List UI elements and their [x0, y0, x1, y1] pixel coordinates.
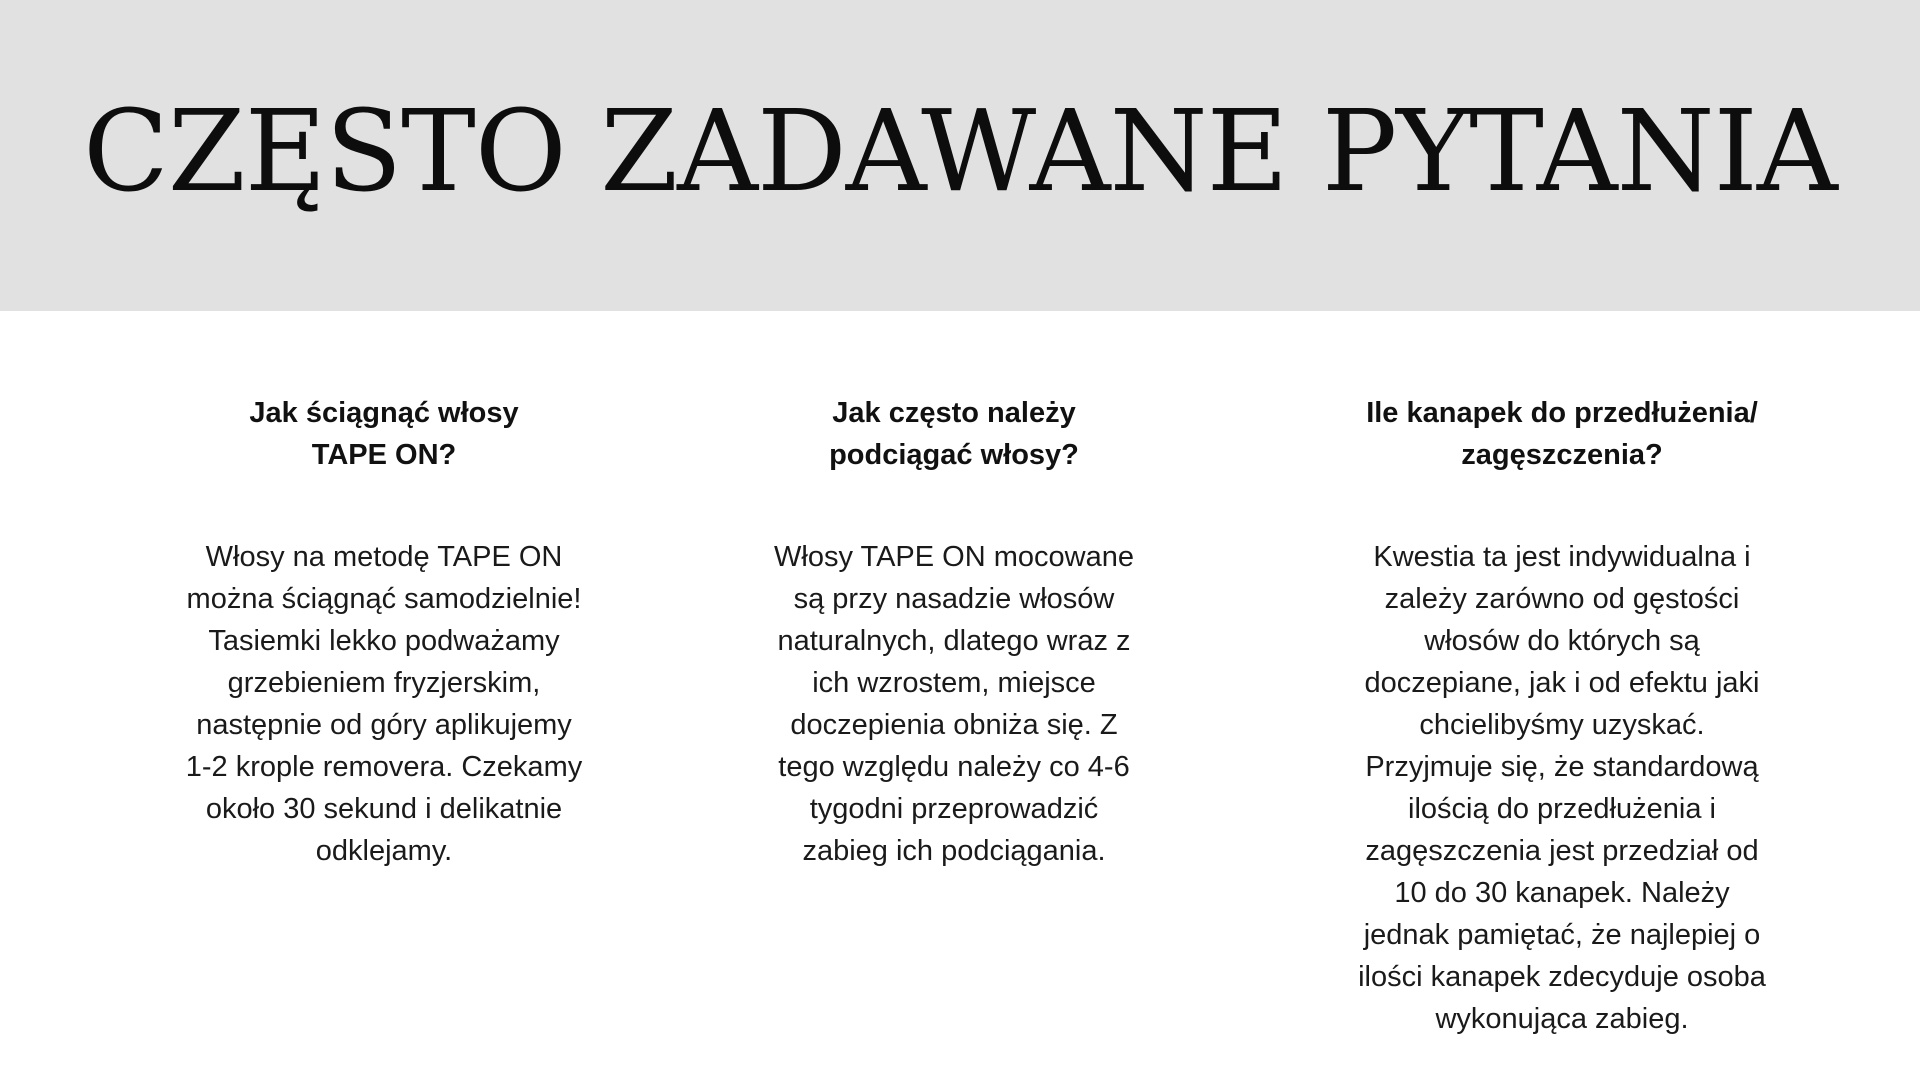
faq-answer: Kwestia ta jest indywidualna i zależy zarówno od gęstości włosów do których są doczepiane, jak i od efektu jaki chcielibyśmy uzyskać. Przyjmuje się, że standardową ilością do przedłużenia i zagęszczenia jest przedział od 10 do 30 kanapek. Należy jednak pamiętać, że najlepiej o ilości kanapek zdecyduje osoba wykonująca zabieg. [1358, 541, 1766, 1035]
faq-item-lift-frequency [714, 392, 1194, 872]
faq-question: Ile kanapek do przedłużenia/ zagęszczenia? [1366, 397, 1758, 471]
title-banner [0, 0, 1920, 311]
faq-item-remove-hair [144, 392, 624, 872]
faq-question: Jak często należy podciągać włosy? [829, 397, 1079, 471]
faq-item-tape-count [1322, 392, 1802, 1040]
faq-question: Jak ściągnąć włosy TAPE ON? [249, 397, 519, 471]
faq-answer: Włosy TAPE ON mocowane są przy nasadzie włosów naturalnych, dlatego wraz z ich wzrostem, miejsce doczepienia obniża się. Z tego względu należy co 4-6 tygodni przeprowadzić zabieg ich podciągania. [774, 541, 1134, 867]
faq-answer: Włosy na metodę TAPE ON można ściągnąć samodzielnie! Tasiemki lekko podważamy grzebieniem fryzjerskim, następnie od góry aplikujemy 1-2 krople removera. Czekamy około 30 sekund i delikatnie odklejamy. [185, 541, 583, 867]
page-title: CZĘSTO ZADAWANE PYTANIA [83, 87, 1837, 217]
